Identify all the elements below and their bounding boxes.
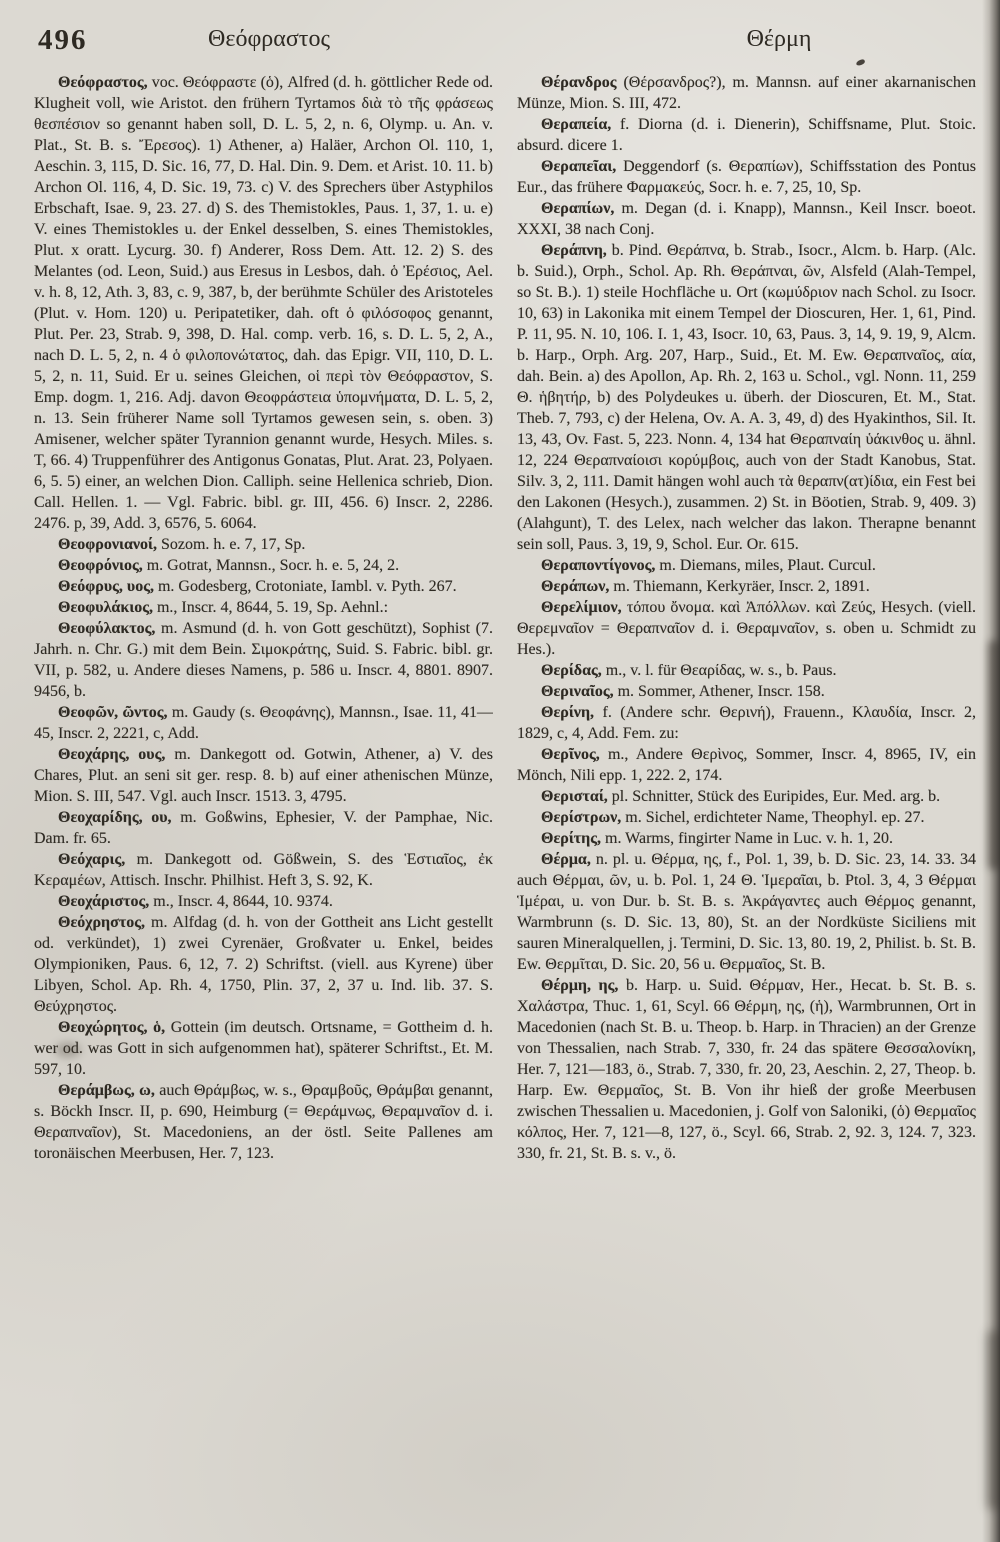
dictionary-entry	[34, 1017, 493, 1080]
dictionary-entry	[517, 597, 976, 660]
entry-lemma: Θερίδας,	[541, 662, 602, 679]
entry-lemma: Θερίστρων,	[541, 809, 622, 826]
dictionary-entry	[34, 576, 493, 597]
entry-lemma: Θεόφραστος,	[58, 74, 148, 91]
dictionary-entry	[517, 198, 976, 240]
dictionary-entry	[34, 597, 493, 618]
entry-lemma: Θεοχάριστος,	[58, 893, 150, 910]
entry-body: m. Degan (d. i. Knapp), Mannsn., Keil Inscr. boeot. XXXI, 38 nach Conj.	[517, 200, 976, 238]
dictionary-entry	[517, 555, 976, 576]
dictionary-entry	[34, 534, 493, 555]
dictionary-entry	[517, 72, 976, 114]
entry-lemma: Θερίτης,	[541, 830, 602, 847]
entry-lemma: Θερῖνος,	[541, 746, 600, 763]
entry-body: m. Alfdag (d. h. von der Gottheit ans Licht gestellt od. verkündet), 1) zwei Cyrenäer, Großvater u. Enkel, beides Olympioniken, Paus. 6, 12, 7. 2) Schriftst. (viell. aus Kyrene) über Libyen, Schol. Ap. Rh. 4, 1750, Plin. 37, 2, 37 u. Ind. lib. 37. S. Θεύχρηστος.	[34, 914, 493, 1015]
page-header	[34, 24, 970, 66]
dictionary-entry	[517, 576, 976, 597]
book-edge-shadow	[982, 0, 1000, 1542]
entry-body: voc. Θεόφραστε (ὁ), Alfred (d. h. göttlicher Rede od. Klugheit voll, wie Aristot. den frühern Tyrtamos διὰ τὸ τῆς φράσεως θεσπέσιον so genannt haben soll, D. L. 5, 2, n. 6, Olymp. u. An. v. Plat., St. B. s. Ἔρεσος). 1) Athener, a) Haläer, Archon Ol. 110, 1, Aeschin. 3, 115, D. Sic. 16, 77, D. Hal. Din. 9. Dem. et Arist. 10. 11. b) Archon Ol. 116, 4, D. Sic. 19, 73. c) V. des Sprechers über Astyphilos Erbschaft, Isae. 9, 23. 27. d) S. des Themistokles, Paus. 1, 37, 1. u. e) V. eines Themistokles u. der Enkel desselben, S. eines Themistokles, Plut. x oratt. Lycurg. 30. f) Anderer, Ross Dem. Att. 12. 2) S. des Melantes (od. Leon, Suid.) aus Eresus in Lesbos, dah. ὁ Ἐρέσιος, Ael. v. h. 8, 12, Ath. 3, 83, c. 9, 387, b, der berühmte Schüler des Aristoteles (Plut. v. Hom. 120) u. Peripatetiker, dah. oft ὁ φιλόσοφος genannt, Plut. Per. 23, Strab. 9, 398, D. Hal. comp. verb. 16, s. D. L. 5, 2, A., nach D. L. 5, 2, n. 4 ὁ φιλοπονώτατος, dah. das Epigr. VII, 110, D. L. 5, 2, n. 11, Suid. Er u. seines Gleichen, οἱ περὶ τὸν Θεόφραστον, S. Emp. dogm. 1, 216. Adj. davon Θεοφράστεια ὑπομνήματα, D. L. 5, 2, n. 13. Sein früherer Name soll Tyrtamos gewesen sein, s. oben. 3) Amisener, welcher später Tyrannion genannt wurde, Hesych. Miles. s. T, 66. 4) Truppenführer des Antigonus Gonatas, Plut. Arat. 23, Polyaen. 6, 5. 5) einer, an welchen Dion. Calliph. seine Hellenica schrieb, Dion. Call. Hellen. 1. — Vgl. Fabric. bibl. gr. III, 456. 6) Inscr. 2, 2286. 2476. p, 39, Add. 3, 6576, 5. 6064.	[34, 74, 493, 532]
entry-body: Sozom. h. e. 7, 17, Sp.	[160, 536, 306, 553]
entry-body: m., Inscr. 4, 8644, 10. 9374.	[153, 893, 333, 910]
entry-lemma: Θέρμη, ης,	[541, 977, 619, 994]
dictionary-entry	[517, 807, 976, 828]
entry-lemma: Θεραποντίγονος,	[541, 557, 656, 574]
dictionary-entry	[34, 807, 493, 849]
entry-body: Deggendorf (s. Θεραπίων), Schiffsstation des Pontus Eur., das frühere Φαρμακεύς, Socr. h. e. 7, 25, 10, Sp.	[517, 158, 976, 196]
entry-lemma: Θεόχαρις,	[58, 851, 126, 868]
entry-lemma: Θεοχάρης, ους,	[58, 746, 166, 763]
entry-body: τόπου ὄνομα. καὶ Ἀπόλλων. καὶ Ζεύς, Hesych. (viell. Θερεμναῖον = Θεραπναῖον d. i. Θεραμναῖον, s. oben u. Schmidt zu Hes.).	[517, 599, 976, 658]
entry-lemma: Θεριναῖος,	[541, 683, 614, 700]
entry-body: m. Godesberg, Crotoniate, Iambl. v. Pyth. 267.	[157, 578, 457, 595]
scan-smudge	[55, 1042, 81, 1058]
entry-lemma: Θεοφρονιανοί,	[58, 536, 157, 553]
dictionary-entry	[517, 240, 976, 555]
entry-body: m., v. l. für Θεαρίδας, w. s., b. Paus.	[605, 662, 837, 679]
entry-lemma: Θεοφυλάκιος,	[58, 599, 153, 616]
dictionary-entry	[517, 786, 976, 807]
entry-lemma: Θεόχρηστος,	[58, 914, 145, 931]
running-head-left: Θεόφραστος	[208, 26, 330, 52]
entry-body: m. Diemans, miles, Plaut. Curcul.	[659, 557, 876, 574]
entry-lemma: Θέρανδρος	[541, 74, 617, 91]
entry-body: auch Θράμβως, w. s., Θραμβοῦς, Θράμβαι genannt, s. Böckh Inscr. II, p. 690, Heimburg (= Θεράμνως, Θεραμναῖον d. i. Θεραπναῖον), St. Macedoniens, an der östl. Seite Pallenes am toronäischen Meerbusen, Her. 7, 123.	[34, 1082, 493, 1162]
entry-body: m. Asmund (d. h. von Gott geschützt), Sophist (7. Jahrh. n. Chr. G.) mit dem Bein. Σιμοκράτης, Suid. S. Fabric. bibl. gr. VII, p. 582, u. Andere dieses Namens, p. 586 u. Inscr. 4, 8801. 8907. 9456, b.	[34, 620, 493, 700]
entry-body: (Θέρσανδρος?), m. Mannsn. auf einer akarnanischen Münze, Mion. S. III, 472.	[517, 74, 976, 112]
entry-lemma: Θεοφῶν, ῶντος,	[58, 704, 168, 721]
dictionary-entry	[517, 828, 976, 849]
entry-lemma: Θερίνη,	[541, 704, 595, 721]
entry-body: m. Sommer, Athener, Inscr. 158.	[617, 683, 825, 700]
dictionary-entry	[517, 849, 976, 975]
dictionary-entry	[34, 891, 493, 912]
entry-body: m., Inscr. 4, 8644, 5. 19, Sp. Aehnl.:	[156, 599, 389, 616]
dictionary-entry	[517, 681, 976, 702]
dictionary-entry	[34, 618, 493, 702]
dictionary-entry	[34, 555, 493, 576]
dictionary-entry	[34, 1080, 493, 1164]
dictionary-entry	[517, 660, 976, 681]
entry-body: b. Pind. Θεράπνα, b. Strab., Isocr., Alcm. b. Harp. (Alc. b. Suid.), Orph., Schol. Ap. Rh. Θεράπναι, ῶν, Alsfeld (Alah-Tempel, so St. B.). 1) steile Hochfläche u. Ort (κωμύδριον nach Schol. zu Isocr. 10, 63) in Lakonika mit einem Tempel der Dioscuren, Her. 1, 61, Pind. P. 11, 95. N. 10, 106. I. 1, 43, Isocr. 10, 63, Paus. 3, 14, 9. 19, 9, Alcm. b. Harp., Orph. Arg. 207, Harp., Suid., Et. M. Ew. Θεραπναῖος, αία, dah. Bein. a) des Apollon, Ap. Rh. 2, 163 u. Schol., vgl. Nonn. 11, 259 Θ. ἡβητήρ, b) des Polydeukes u. überh. der Dioscuren, Et. M., Stat. Theb. 7, 793, c) der Helena, Ov. A. A. 3, 49, d) des Hyakinthos, Sil. It. 13, 43, Ov. Fast. 5, 223. Nonn. 4, 134 hat Θεραπναίη ὑάκινθος u. ähnl. 12, 224 Θεραπναίοισι κορύμβοις, auch von der Stadt Kanobus, Stat. Silv. 3, 2, 111. Damit hängen wohl auch τὰ θεραπν(ατ)ίδια, ein Fest bei den Lakonen (Hesych.), zusammen. 2) St. in Böotien, Strab. 9, 409. 3) (Alahgunt), T. des Lelex, nach welcher das lakon. Therapne benannt sein soll, Paus. 3, 19, 9, Schol. Eur. Or. 615.	[517, 242, 976, 553]
dictionary-entry	[517, 156, 976, 198]
entry-body: m. Gaudy (s. Θεοφάνης), Mannsn., Isae. 11, 41—45, Inscr. 2, 2221, c, Add.	[34, 704, 493, 742]
entry-lemma: Θέρμα,	[541, 851, 591, 868]
entry-body: n. pl. u. Θέρμα, ης, f., Pol. 1, 39, b. D. Sic. 23, 14. 33. 34 auch Θέρμαι, ῶν, u. b. Pol. 1, 24 Θ. Ἱμεραῖαι, b. Ptol. 3, 4, 3 Θέρμαι Ἱμέραι, u. von Dur. b. St. B. s. Ἀκράγαντες auch Θέρμος genannt, Warmbrunn (s. D. Sic. 13, 80), St. an der Nordküste Siciliens mit sauren Mineralquellen, j. Termini, D. Sic. 13, 80. 19, 2, Philist. b. St. B. Ew. Θερμῖται, D. Sic. 20, 56 u. Θερμαῖος, St. B.	[517, 851, 976, 973]
entry-body: f. (Andere schr. Θερινή), Frauenn., Κλαυδία, Inscr. 2, 1829, c, 4, Add. Fem. zu:	[517, 704, 976, 742]
entry-lemma: Θεοφρόνιος,	[58, 557, 143, 574]
entry-body: f. Diorna (d. i. Dienerin), Schiffsname, Plut. Stoic. absurd. dicere 1.	[517, 116, 976, 154]
running-head-right: Θέρμη	[746, 26, 812, 52]
entry-body: m. Gotrat, Mannsn., Socr. h. e. 5, 24, 2.	[146, 557, 400, 574]
entry-body: m. Goßwins, Ephesier, V. der Pamphae, Nic. Dam. fr. 65.	[34, 809, 493, 847]
entry-lemma: Θερισταί,	[541, 788, 608, 805]
entry-lemma: Θεοχώρητος, ὁ,	[58, 1019, 166, 1036]
entry-lemma: Θεράμβως, ω,	[58, 1082, 155, 1099]
entry-body: m. Dankegott od. Gößwein, S. des Ἑστιαῖος, ἐκ Κεραμέων, Attisch. Inschr. Philhist. Heft 3, S. 92, K.	[34, 851, 493, 889]
right-column	[517, 72, 976, 1524]
entry-body: m. Warms, fingirter Name in Luc. v. h. 1, 20.	[605, 830, 893, 847]
entry-lemma: Θεράπων,	[541, 578, 610, 595]
dictionary-entry	[517, 744, 976, 786]
entry-body: m., Andere Θερὶνος, Sommer, Inscr. 4, 8965, IV, ein Mönch, Nili epp. 1, 222. 2, 174.	[517, 746, 976, 784]
dictionary-entry	[34, 912, 493, 1017]
dictionary-entry	[34, 744, 493, 807]
page-number: 496	[38, 24, 88, 56]
entry-lemma: Θεόφρυς, υος,	[58, 578, 154, 595]
dictionary-entry	[517, 114, 976, 156]
entry-lemma: Θεοφύλακτος,	[58, 620, 156, 637]
dictionary-entry	[517, 702, 976, 744]
entry-body: Gottein (im deutsch. Ortsname, = Gottheim d. h. wer od. was Gott in sich aufgenommen hat), späterer Schriftst., Et. M. 597, 10.	[34, 1019, 493, 1078]
entry-lemma: Θεραπεία,	[541, 116, 612, 133]
text-columns	[34, 72, 976, 1524]
entry-lemma: Θεραπεῖαι,	[541, 158, 617, 175]
entry-body: m. Dankegott od. Gotwin, Athener, a) V. des Chares, Plut. an seni sit ger. resp. 8. b) auf einer athenischen Münze, Mion. S. III, 547. Vgl. auch Inscr. 1513. 3, 4795.	[34, 746, 493, 805]
dictionary-entry	[34, 849, 493, 891]
entry-lemma: Θεράπνη,	[541, 242, 607, 259]
entry-lemma: Θερελίμιον,	[541, 599, 622, 616]
entry-body: m. Thiemann, Kerkyräer, Inscr. 2, 1891.	[613, 578, 870, 595]
dictionary-entry	[34, 72, 493, 534]
entry-lemma: Θεοχαρίδης, ου,	[58, 809, 172, 826]
entry-body: m. Sichel, erdichteter Name, Theophyl. ep. 27.	[625, 809, 925, 826]
dictionary-entry	[34, 702, 493, 744]
entry-body: b. Harp. u. Suid. Θέρμαν, Her., Hecat. b. St. B. s. Χαλάστρα, Thuc. 1, 61, Scyl. 66 Θέρμη, ης, (ἡ), Warmbrunnen, Ort in Macedonien (nach St. B. u. Theop. b. Harp. in Thracien) an der Grenze von Thessalien, nach Strab. 7, 330, fr. 24 das spätere Θεσσαλονίκη, Her. 7, 121—183, ö., Strab. 7, 330, fr. 20, 23, Aeschin. 2, 27, Theop. b. Harp. Ew. Θερμαῖος, St. B. Von ihr hieß der große Meerbusen zwischen Thessalien u. Macedonien, j. Golf von Saloniki, (ὁ) Θερμαῖος κόλπος, Her. 7, 121—8, 127, ö., Scyl. 66, Strab. 2, 92. 3, 124. 7, 323. 330, fr. 21, St. B. s. v., ö.	[517, 977, 976, 1162]
left-column	[34, 72, 493, 1524]
dictionary-entry	[517, 975, 976, 1164]
entry-lemma: Θεραπίων,	[541, 200, 615, 217]
entry-body: pl. Schnitter, Stück des Euripides, Eur. Med. arg. b.	[611, 788, 941, 805]
